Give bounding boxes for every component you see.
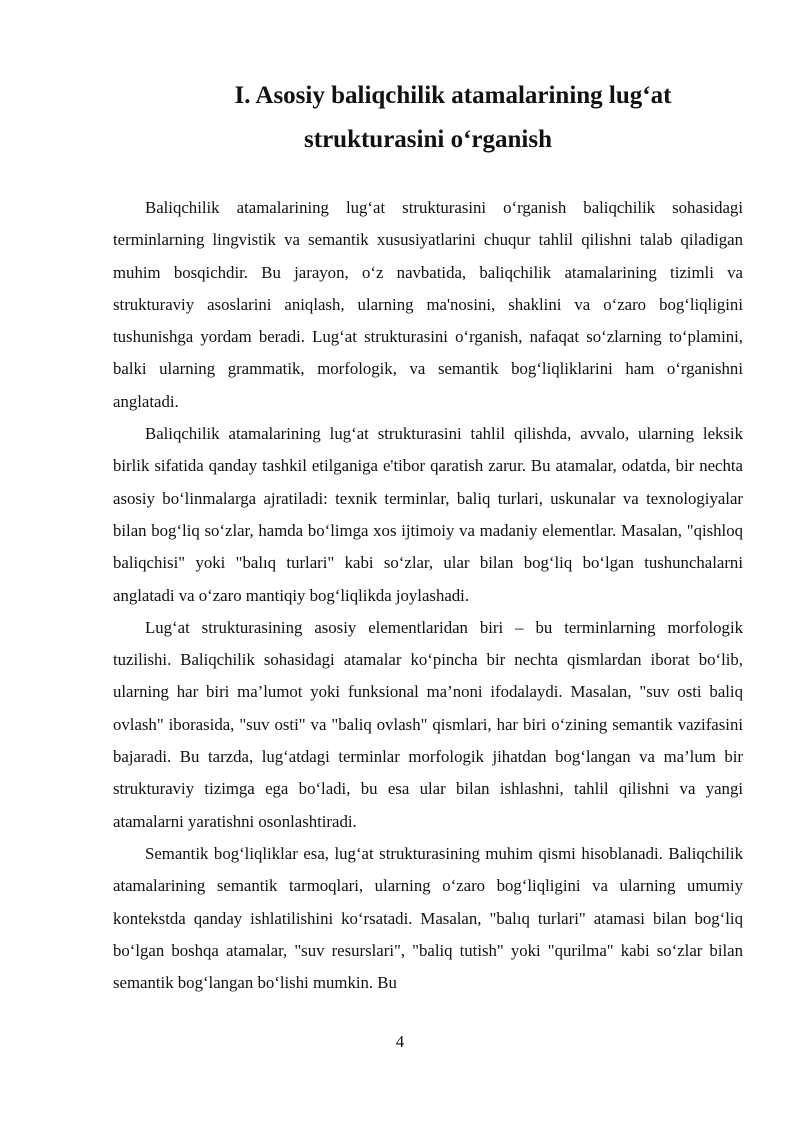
- section-heading: I. Asosiy baliqchilik atamalarining lug‘at strukturasini o‘rganish: [234, 82, 672, 153]
- paragraph-3: Lug‘at strukturasining asosiy elementlaridan biri – bu terminlarning morfologik tuzilishi. Baliqchilik sohasidagi atamalar ko‘pincha bir nechta qismlardan iborat bo‘lib, ularning har biri ma’lumot yoki funksional ma’noni ifodalaydi. Masalan, "suv osti baliq ovlash" iborasida, "suv osti" va "baliq ovlash" qismlari, har biri o‘zining semantik vazifasini bajaradi. Bu tarzda, lug‘atdagi terminlar morfologik jihatdan bog‘langan va ma’lum bir strukturaviy tizimga ega bo‘ladi, bu esa ular bilan ishlashni, tahlil qilishni va yangi atamalarni yaratishni osonlashtiradi.: [113, 617, 743, 831]
- page-number: 4: [395, 1032, 405, 1051]
- paragraph-4: Semantik bog‘liqliklar esa, lug‘at strukturasining muhim qismi hisoblanadi. Baliqchilik atamalarining semantik tarmoqlari, ularning o‘zaro bog‘liqligini va ularning umumiy kontekstda qanday ishlatilishini ko‘rsatadi. Masalan, "balıq turlari" atamasi bilan bog‘liq bo‘lgan boshqa atamalar, "suv resurslari", "baliq tutish" yoki "qurilma" kabi so‘zlar bilan semantik bog‘langan bo‘lishi mumkin. Bu: [113, 843, 743, 993]
- paragraph-2: Baliqchilik atamalarining lug‘at strukturasini tahlil qilishda, avvalo, ularning leksik birlik sifatida qanday tashkil etilganiga e'tibor qaratish zarur. Bu atamalar, odatda, bir nechta asosiy bo‘linmalarga ajratiladi: texnik terminlar, baliq turlari, uskunalar va texnologiyalar bilan bog‘liq so‘zlar, hamda bo‘limga xos ijtimoiy va madaniy elementlar. Masalan, "qishloq baliqchisi" yoki "balıq turlari" kabi so‘zlar, ular bilan bog‘liq bo‘lgan tushunchalarni anglatadi va o‘zaro mantiqiy bog‘liqlikda joylashadi.: [113, 424, 743, 605]
- paragraph-1: Baliqchilik atamalarining lug‘at strukturasini o‘rganish baliqchilik sohasidagi terminlarning lingvistik va semantik xususiyatlarini chuqur tahlil qilishni talab qiladigan muhim bosqichdir. Bu jarayon, o‘z navbatida, baliqchilik atamalarining tizimli va strukturaviy asoslarini aniqlash, ularning ma'nosini, shaklini va o‘zaro bog‘liqligini tushunishga yordam beradi. Lug‘at strukturasini o‘rganish, nafaqat so‘zlarning to‘plamini, balki ularning grammatik, morfologik, va semantik bog‘liqliklarini ham o‘rganishni anglatadi.: [113, 198, 743, 411]
- body-text: [113, 192, 743, 999]
